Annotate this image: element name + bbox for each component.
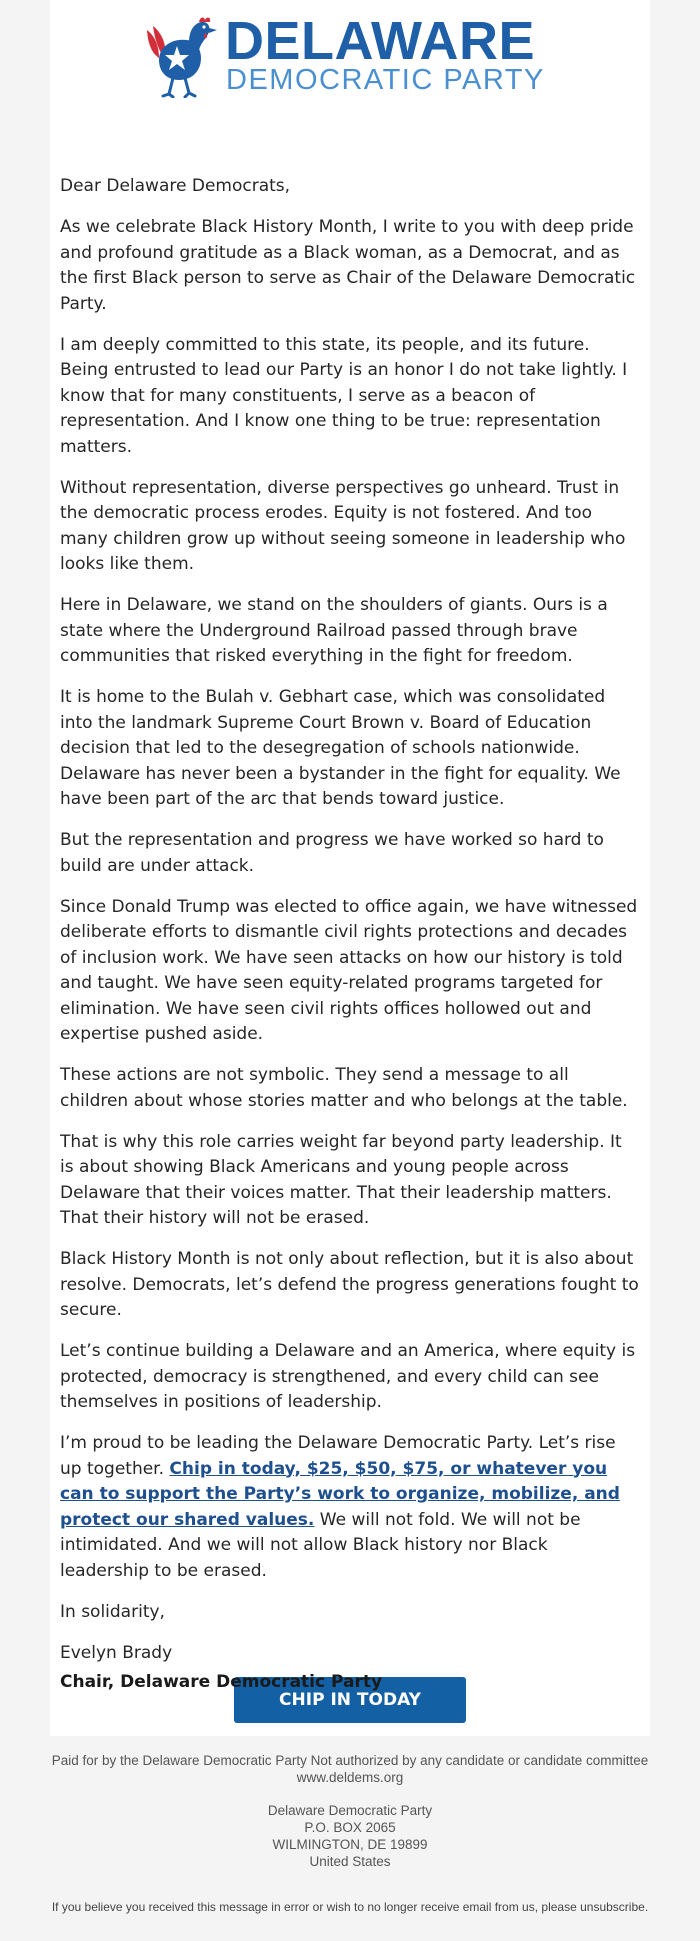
unsubscribe-notice — [50, 1900, 650, 1915]
chip-in-today-button[interactable]: CHIP IN TODAY — [234, 1677, 466, 1723]
paragraph: These actions are not symbolic. They send a message to all children about whose stories matter and who belongs at the table. — [60, 1065, 628, 1111]
letter-body — [60, 174, 640, 1711]
mailing-address — [50, 1802, 650, 1870]
paragraph: Black History Month is not only about reflection, but it is also about resolve. Democrats, let’s defend the progress generations fought to secure. — [60, 1249, 639, 1320]
paragraph: As we celebrate Black History Month, I write to you with deep pride and profound gratitude as a Black woman, as a Democrat, and as the first Black person to serve as Chair of the Delaware Democratic Party. — [60, 217, 636, 314]
logo-subtitle: DEMOCRATIC PARTY — [226, 64, 545, 96]
paragraph: It is home to the Bulah v. Gebhart case, which was consolidated into the landmark Supreme Court Brown v. Board of Education decision that led to the desegregation of schools nationwide. Delaware has never been a bystander in the fight for equality. We have been part of the arc that bends toward justice. — [60, 687, 621, 809]
paid-for-disclaimer: Paid for by the Delaware Democratic Party Not authorized by any candidate or candidate committee www.deldems.org — [51, 1753, 649, 1785]
paragraph: I am deeply committed to this state, its people, and its future. Being entrusted to lead our Party is an honor I do not take lightly. I know that for many constituents, I serve as a beacon of representation. And I know one thing to be true: representation matters. — [60, 334, 628, 457]
paragraph-text: We will not fold. We will not be intimidated. And we will not allow Black history nor Black leadership to be erased. — [60, 1509, 581, 1581]
unsubscribe-text: If you believe you received this message in error or wish to no longer receive email from us, please — [51, 1900, 581, 1914]
delaware-democratic-party-logo — [145, 11, 565, 98]
greeting: Dear Delaware Democrats, — [60, 176, 291, 196]
unsubscribe-link[interactable]: unsubscribe. — [580, 1900, 649, 1914]
paragraph-text: I’m proud to be leading the Delaware Democratic Party. Let’s rise up together. — [60, 1433, 616, 1479]
paragraph: Since Donald Trump was elected to office again, we have witnessed deliberate efforts to dismantle civil rights protections and decades of inclusion work. We have seen attacks on how our history is told and taught. We have seen equity-related programs targeted for elimination. We have seen civil rights offices hollowed out and expertise pushed aside. — [60, 896, 638, 1044]
rooster-star-icon — [145, 16, 221, 98]
paragraph: But the representation and progress we have worked so hard to build are under attack. — [60, 830, 604, 876]
signature-title: Chair, Delaware Democratic Party — [60, 1672, 383, 1692]
paragraph: That is why this role carries weight far beyond party leadership. It is about showing Black Americans and young people across Delaware that their voices matter. That their leadership matters. That their history will not be erased. — [60, 1131, 622, 1228]
closing: In solidarity, — [60, 1601, 165, 1622]
address-line: WILMINGTON, DE 19899 — [272, 1837, 428, 1852]
signature-name: Evelyn Brady — [60, 1642, 173, 1663]
address-line: United States — [309, 1854, 391, 1869]
email-footer — [50, 1752, 650, 1915]
address-line: P.O. BOX 2065 — [304, 1820, 396, 1835]
paragraph-with-donate-link — [60, 1431, 640, 1584]
paragraph: Without representation, diverse perspectives go unheard. Trust in the democratic process erodes. Equity is not fostered. And too many children grow up without seeing someone in leadership who looks like them. — [60, 477, 626, 574]
logo-title: DELAWARE — [225, 11, 536, 71]
donate-link[interactable]: Chip in today, $25, $50, $75, or whatever you can to support the Party’s work to organize, mobilize, and protect our shared values. — [60, 1458, 620, 1530]
paragraph: Here in Delaware, we stand on the shoulders of giants. Ours is a state where the Underground Railroad passed through brave communities that risked everything in the fight for freedom. — [60, 595, 608, 666]
address-line: Delaware Democratic Party — [267, 1803, 433, 1818]
paragraph: Let’s continue building a Delaware and an America, where equity is protected, democracy is strengthened, and every child can see themselves in positions of leadership. — [60, 1341, 636, 1412]
